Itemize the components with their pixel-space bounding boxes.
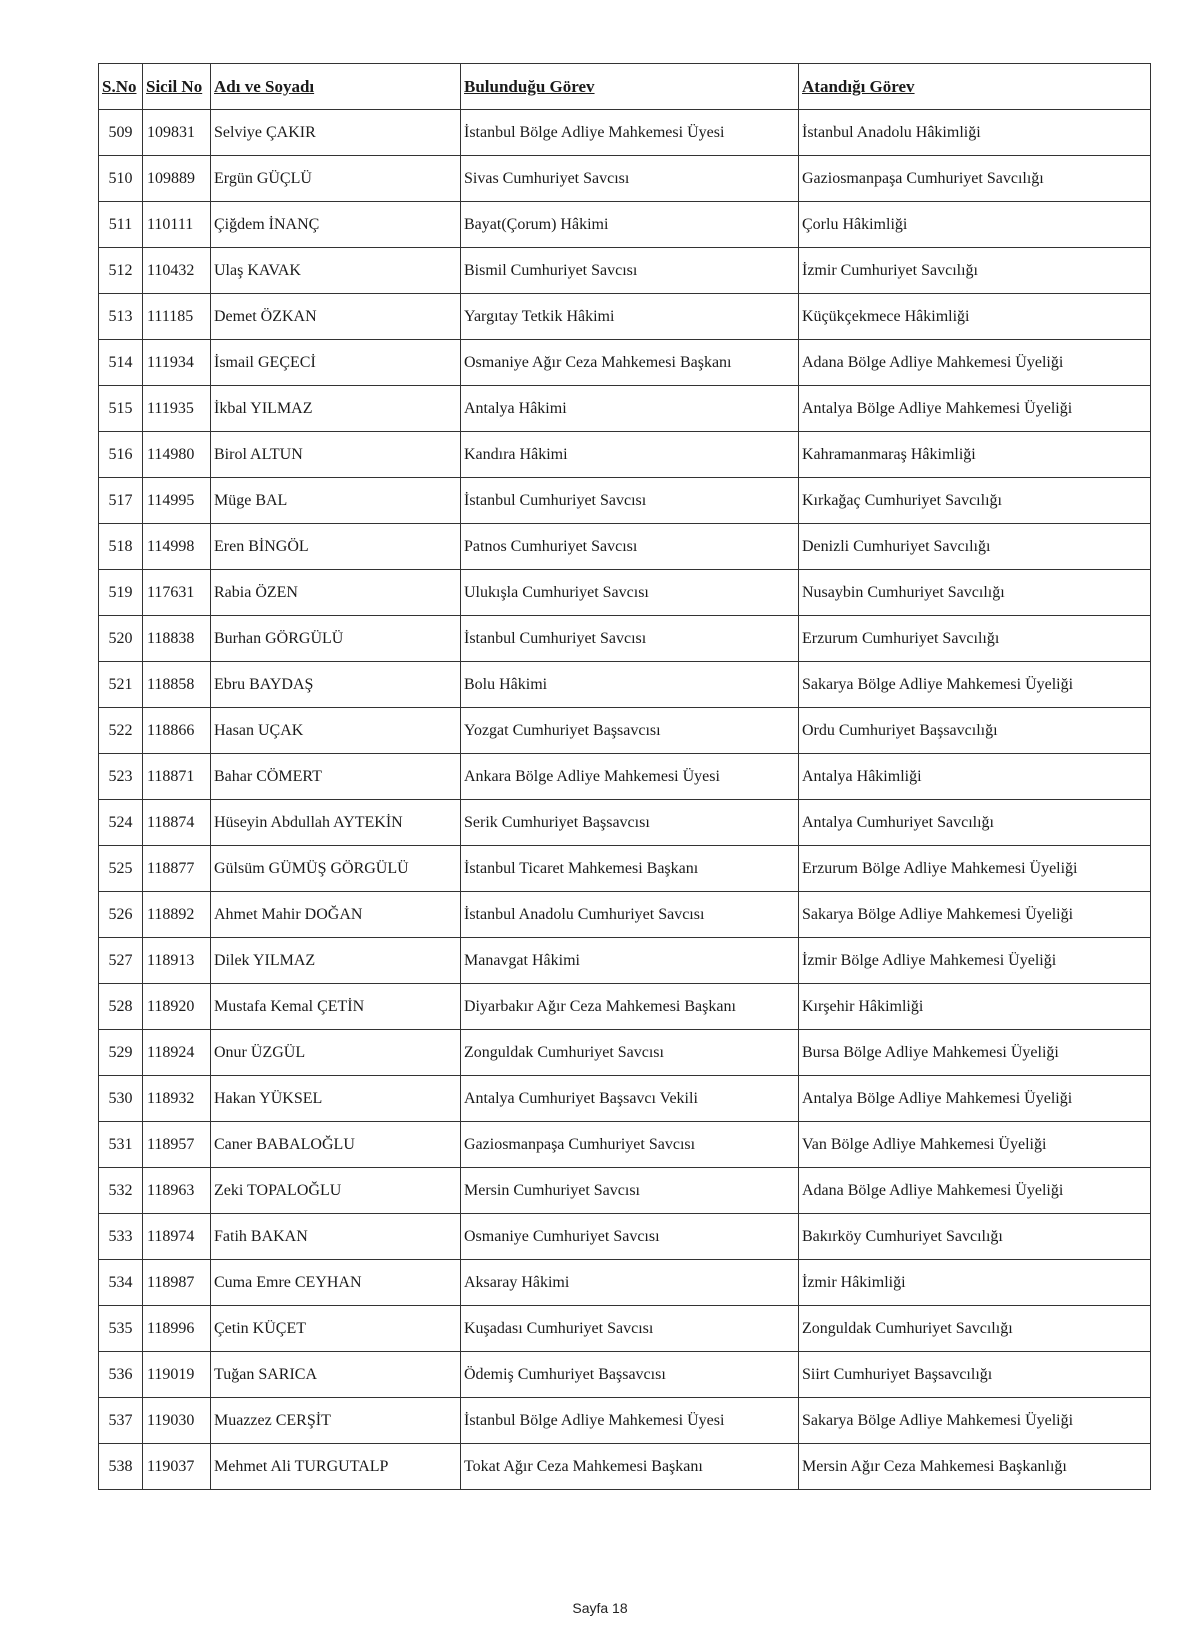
cell-sicil-no: 118858 xyxy=(143,662,211,708)
table-row xyxy=(99,570,1151,616)
cell-assigned-post: Kahramanmaraş Hâkimliği xyxy=(799,432,1151,478)
cell-sno: 512 xyxy=(99,248,143,294)
cell-assigned-post: Erzurum Bölge Adliye Mahkemesi Üyeliği xyxy=(799,846,1151,892)
cell-sicil-no: 119037 xyxy=(143,1444,211,1490)
cell-sicil-no: 109889 xyxy=(143,156,211,202)
table-row xyxy=(99,892,1151,938)
cell-assigned-post: Zonguldak Cumhuriyet Savcılığı xyxy=(799,1306,1151,1352)
cell-sicil-no: 118987 xyxy=(143,1260,211,1306)
table-row xyxy=(99,248,1151,294)
cell-sno: 523 xyxy=(99,754,143,800)
cell-name: Hüseyin Abdullah AYTEKİN xyxy=(211,800,461,846)
cell-current-post: Serik Cumhuriyet Başsavcısı xyxy=(461,800,799,846)
table-header-row xyxy=(99,64,1151,110)
cell-assigned-post: Ordu Cumhuriyet Başsavcılığı xyxy=(799,708,1151,754)
cell-current-post: Aksaray Hâkimi xyxy=(461,1260,799,1306)
table-row xyxy=(99,340,1151,386)
table-row xyxy=(99,1076,1151,1122)
cell-sicil-no: 109831 xyxy=(143,110,211,156)
assignment-table xyxy=(98,63,1151,1490)
cell-name: Ulaş KAVAK xyxy=(211,248,461,294)
cell-sicil-no: 110111 xyxy=(143,202,211,248)
cell-name: Fatih BAKAN xyxy=(211,1214,461,1260)
cell-current-post: Sivas Cumhuriyet Savcısı xyxy=(461,156,799,202)
cell-assigned-post: Bakırköy Cumhuriyet Savcılığı xyxy=(799,1214,1151,1260)
cell-current-post: Ödemiş Cumhuriyet Başsavcısı xyxy=(461,1352,799,1398)
cell-sno: 528 xyxy=(99,984,143,1030)
cell-current-post: Osmaniye Ağır Ceza Mahkemesi Başkanı xyxy=(461,340,799,386)
cell-current-post: Mersin Cumhuriyet Savcısı xyxy=(461,1168,799,1214)
table-row xyxy=(99,202,1151,248)
cell-name: Birol ALTUN xyxy=(211,432,461,478)
cell-name: Selviye ÇAKIR xyxy=(211,110,461,156)
cell-assigned-post: İzmir Bölge Adliye Mahkemesi Üyeliği xyxy=(799,938,1151,984)
cell-sicil-no: 119030 xyxy=(143,1398,211,1444)
cell-name: Muazzez CERŞİT xyxy=(211,1398,461,1444)
cell-name: Eren BİNGÖL xyxy=(211,524,461,570)
table-row xyxy=(99,1398,1151,1444)
cell-assigned-post: İzmir Hâkimliği xyxy=(799,1260,1151,1306)
cell-assigned-post: Kırkağaç Cumhuriyet Savcılığı xyxy=(799,478,1151,524)
cell-name: Gülsüm GÜMÜŞ GÖRGÜLÜ xyxy=(211,846,461,892)
table-row xyxy=(99,156,1151,202)
cell-assigned-post: İzmir Cumhuriyet Savcılığı xyxy=(799,248,1151,294)
cell-current-post: Ankara Bölge Adliye Mahkemesi Üyesi xyxy=(461,754,799,800)
cell-assigned-post: Bursa Bölge Adliye Mahkemesi Üyeliği xyxy=(799,1030,1151,1076)
cell-sno: 532 xyxy=(99,1168,143,1214)
cell-sno: 530 xyxy=(99,1076,143,1122)
table-row xyxy=(99,1352,1151,1398)
cell-name: Zeki TOPALOĞLU xyxy=(211,1168,461,1214)
cell-name: İkbal YILMAZ xyxy=(211,386,461,432)
cell-assigned-post: Sakarya Bölge Adliye Mahkemesi Üyeliği xyxy=(799,892,1151,938)
cell-current-post: İstanbul Bölge Adliye Mahkemesi Üyesi xyxy=(461,1398,799,1444)
table-row xyxy=(99,294,1151,340)
cell-assigned-post: Çorlu Hâkimliği xyxy=(799,202,1151,248)
cell-current-post: Kandıra Hâkimi xyxy=(461,432,799,478)
cell-name: Hakan YÜKSEL xyxy=(211,1076,461,1122)
table-row xyxy=(99,800,1151,846)
cell-sicil-no: 110432 xyxy=(143,248,211,294)
cell-current-post: Kuşadası Cumhuriyet Savcısı xyxy=(461,1306,799,1352)
cell-name: Çetin KÜÇET xyxy=(211,1306,461,1352)
cell-sno: 533 xyxy=(99,1214,143,1260)
cell-current-post: Diyarbakır Ağır Ceza Mahkemesi Başkanı xyxy=(461,984,799,1030)
cell-name: Rabia ÖZEN xyxy=(211,570,461,616)
cell-sno: 511 xyxy=(99,202,143,248)
header-current-post: Bulunduğu Görev xyxy=(461,64,799,110)
table-row xyxy=(99,1030,1151,1076)
cell-assigned-post: Sakarya Bölge Adliye Mahkemesi Üyeliği xyxy=(799,1398,1151,1444)
cell-current-post: İstanbul Anadolu Cumhuriyet Savcısı xyxy=(461,892,799,938)
cell-name: İsmail GEÇECİ xyxy=(211,340,461,386)
cell-sno: 538 xyxy=(99,1444,143,1490)
cell-name: Demet ÖZKAN xyxy=(211,294,461,340)
header-sicil-no: Sicil No xyxy=(143,64,211,110)
cell-sno: 527 xyxy=(99,938,143,984)
cell-sno: 522 xyxy=(99,708,143,754)
cell-name: Onur ÜZGÜL xyxy=(211,1030,461,1076)
table-row xyxy=(99,1214,1151,1260)
cell-assigned-post: Van Bölge Adliye Mahkemesi Üyeliği xyxy=(799,1122,1151,1168)
cell-name: Mustafa Kemal ÇETİN xyxy=(211,984,461,1030)
cell-assigned-post: İstanbul Anadolu Hâkimliği xyxy=(799,110,1151,156)
cell-assigned-post: Küçükçekmece Hâkimliği xyxy=(799,294,1151,340)
cell-assigned-post: Adana Bölge Adliye Mahkemesi Üyeliği xyxy=(799,1168,1151,1214)
cell-assigned-post: Denizli Cumhuriyet Savcılığı xyxy=(799,524,1151,570)
cell-current-post: Zonguldak Cumhuriyet Savcısı xyxy=(461,1030,799,1076)
cell-current-post: Yargıtay Tetkik Hâkimi xyxy=(461,294,799,340)
table-row xyxy=(99,386,1151,432)
cell-current-post: Tokat Ağır Ceza Mahkemesi Başkanı xyxy=(461,1444,799,1490)
cell-sno: 519 xyxy=(99,570,143,616)
cell-current-post: Antalya Hâkimi xyxy=(461,386,799,432)
cell-sicil-no: 118996 xyxy=(143,1306,211,1352)
cell-assigned-post: Gaziosmanpaşa Cumhuriyet Savcılığı xyxy=(799,156,1151,202)
cell-sicil-no: 119019 xyxy=(143,1352,211,1398)
table-row xyxy=(99,1444,1151,1490)
cell-current-post: Bolu Hâkimi xyxy=(461,662,799,708)
cell-current-post: Yozgat Cumhuriyet Başsavcısı xyxy=(461,708,799,754)
cell-current-post: İstanbul Bölge Adliye Mahkemesi Üyesi xyxy=(461,110,799,156)
header-sno: S.No xyxy=(99,64,143,110)
cell-name: Mehmet Ali TURGUTALP xyxy=(211,1444,461,1490)
cell-current-post: Bismil Cumhuriyet Savcısı xyxy=(461,248,799,294)
cell-assigned-post: Antalya Cumhuriyet Savcılığı xyxy=(799,800,1151,846)
cell-current-post: İstanbul Cumhuriyet Savcısı xyxy=(461,616,799,662)
cell-sno: 536 xyxy=(99,1352,143,1398)
table-body xyxy=(99,110,1151,1490)
cell-name: Hasan UÇAK xyxy=(211,708,461,754)
cell-sno: 518 xyxy=(99,524,143,570)
table-row xyxy=(99,754,1151,800)
cell-sno: 510 xyxy=(99,156,143,202)
cell-name: Çiğdem İNANÇ xyxy=(211,202,461,248)
cell-assigned-post: Erzurum Cumhuriyet Savcılığı xyxy=(799,616,1151,662)
table-row xyxy=(99,1306,1151,1352)
cell-sno: 521 xyxy=(99,662,143,708)
table-row xyxy=(99,708,1151,754)
cell-sno: 534 xyxy=(99,1260,143,1306)
cell-sno: 531 xyxy=(99,1122,143,1168)
header-name: Adı ve Soyadı xyxy=(211,64,461,110)
cell-sno: 525 xyxy=(99,846,143,892)
cell-name: Ergün GÜÇLÜ xyxy=(211,156,461,202)
cell-sicil-no: 118838 xyxy=(143,616,211,662)
cell-sicil-no: 114980 xyxy=(143,432,211,478)
cell-name: Caner BABALOĞLU xyxy=(211,1122,461,1168)
cell-name: Cuma Emre CEYHAN xyxy=(211,1260,461,1306)
table-row xyxy=(99,1260,1151,1306)
cell-current-post: Ulukışla Cumhuriyet Savcısı xyxy=(461,570,799,616)
cell-name: Bahar CÖMERT xyxy=(211,754,461,800)
page-number: Sayfa 18 xyxy=(572,1600,628,1616)
cell-sno: 516 xyxy=(99,432,143,478)
table-row xyxy=(99,938,1151,984)
cell-sno: 526 xyxy=(99,892,143,938)
cell-assigned-post: Antalya Bölge Adliye Mahkemesi Üyeliği xyxy=(799,1076,1151,1122)
cell-assigned-post: Siirt Cumhuriyet Başsavcılığı xyxy=(799,1352,1151,1398)
cell-current-post: Gaziosmanpaşa Cumhuriyet Savcısı xyxy=(461,1122,799,1168)
cell-name: Ebru BAYDAŞ xyxy=(211,662,461,708)
table-row xyxy=(99,432,1151,478)
table-row xyxy=(99,616,1151,662)
cell-sicil-no: 114998 xyxy=(143,524,211,570)
cell-sno: 524 xyxy=(99,800,143,846)
cell-name: Burhan GÖRGÜLÜ xyxy=(211,616,461,662)
cell-name: Tuğan SARICA xyxy=(211,1352,461,1398)
cell-sicil-no: 118866 xyxy=(143,708,211,754)
cell-assigned-post: Kırşehir Hâkimliği xyxy=(799,984,1151,1030)
cell-assigned-post: Sakarya Bölge Adliye Mahkemesi Üyeliği xyxy=(799,662,1151,708)
cell-sicil-no: 118871 xyxy=(143,754,211,800)
cell-sicil-no: 118957 xyxy=(143,1122,211,1168)
cell-current-post: Patnos Cumhuriyet Savcısı xyxy=(461,524,799,570)
table-row xyxy=(99,662,1151,708)
cell-sno: 529 xyxy=(99,1030,143,1076)
cell-current-post: İstanbul Cumhuriyet Savcısı xyxy=(461,478,799,524)
table-row xyxy=(99,1168,1151,1214)
table-row xyxy=(99,1122,1151,1168)
cell-sicil-no: 118877 xyxy=(143,846,211,892)
cell-current-post: Antalya Cumhuriyet Başsavcı Vekili xyxy=(461,1076,799,1122)
cell-sno: 514 xyxy=(99,340,143,386)
table-row xyxy=(99,846,1151,892)
cell-sicil-no: 114995 xyxy=(143,478,211,524)
table-row xyxy=(99,984,1151,1030)
cell-sno: 517 xyxy=(99,478,143,524)
cell-assigned-post: Nusaybin Cumhuriyet Savcılığı xyxy=(799,570,1151,616)
cell-sicil-no: 117631 xyxy=(143,570,211,616)
cell-name: Ahmet Mahir DOĞAN xyxy=(211,892,461,938)
cell-sicil-no: 118913 xyxy=(143,938,211,984)
cell-sicil-no: 118932 xyxy=(143,1076,211,1122)
cell-current-post: Osmaniye Cumhuriyet Savcısı xyxy=(461,1214,799,1260)
table-row xyxy=(99,524,1151,570)
cell-sicil-no: 118963 xyxy=(143,1168,211,1214)
cell-sicil-no: 118892 xyxy=(143,892,211,938)
table-row xyxy=(99,478,1151,524)
cell-sicil-no: 111935 xyxy=(143,386,211,432)
cell-name: Müge BAL xyxy=(211,478,461,524)
cell-current-post: Manavgat Hâkimi xyxy=(461,938,799,984)
cell-assigned-post: Mersin Ağır Ceza Mahkemesi Başkanlığı xyxy=(799,1444,1151,1490)
cell-assigned-post: Adana Bölge Adliye Mahkemesi Üyeliği xyxy=(799,340,1151,386)
cell-sno: 537 xyxy=(99,1398,143,1444)
cell-current-post: Bayat(Çorum) Hâkimi xyxy=(461,202,799,248)
cell-sicil-no: 118924 xyxy=(143,1030,211,1076)
cell-sicil-no: 111185 xyxy=(143,294,211,340)
cell-sicil-no: 118974 xyxy=(143,1214,211,1260)
cell-sicil-no: 118874 xyxy=(143,800,211,846)
cell-sno: 515 xyxy=(99,386,143,432)
cell-assigned-post: Antalya Bölge Adliye Mahkemesi Üyeliği xyxy=(799,386,1151,432)
cell-name: Dilek YILMAZ xyxy=(211,938,461,984)
cell-sno: 535 xyxy=(99,1306,143,1352)
cell-sno: 509 xyxy=(99,110,143,156)
cell-current-post: İstanbul Ticaret Mahkemesi Başkanı xyxy=(461,846,799,892)
cell-sno: 513 xyxy=(99,294,143,340)
cell-assigned-post: Antalya Hâkimliği xyxy=(799,754,1151,800)
cell-sno: 520 xyxy=(99,616,143,662)
table-row xyxy=(99,110,1151,156)
cell-sicil-no: 111934 xyxy=(143,340,211,386)
cell-sicil-no: 118920 xyxy=(143,984,211,1030)
header-assigned-post: Atandığı Görev xyxy=(799,64,1151,110)
